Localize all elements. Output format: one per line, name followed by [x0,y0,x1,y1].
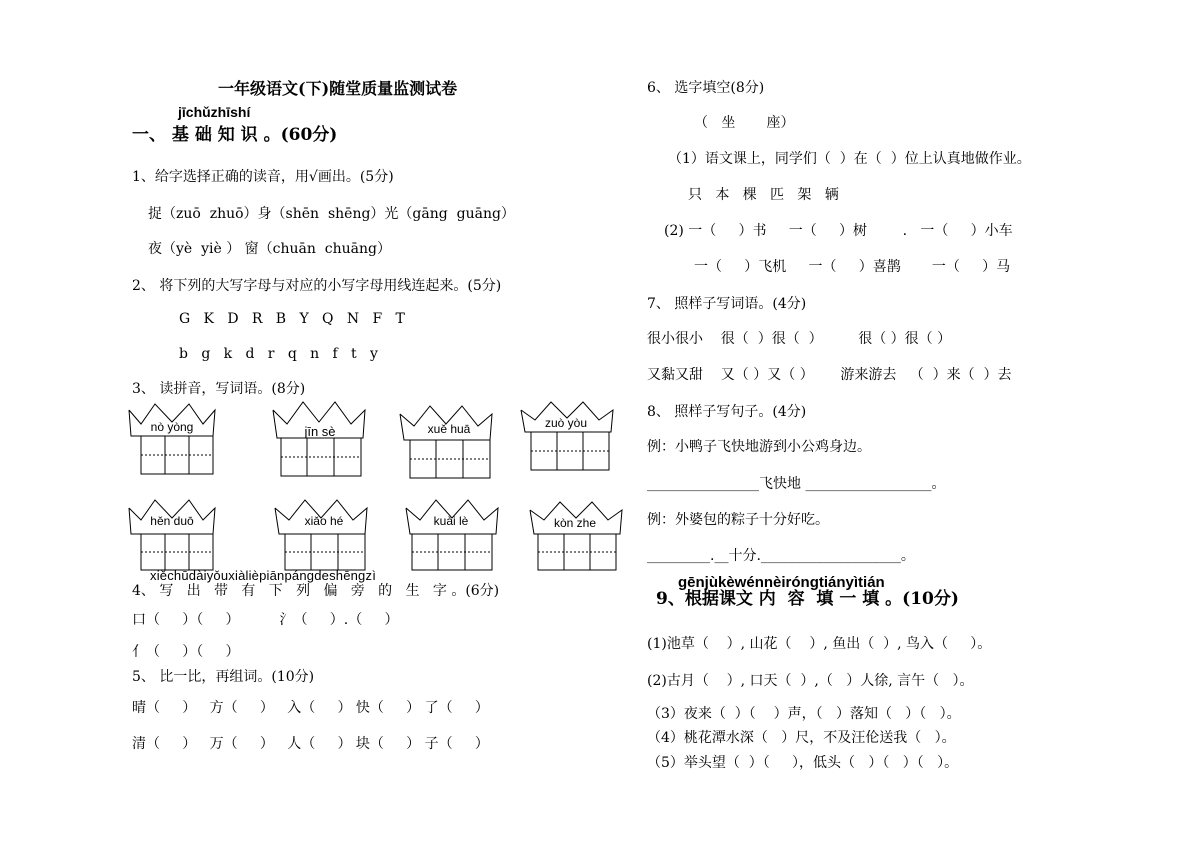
pinyin-label: xiǎo hé [304,514,344,528]
q4-line-2: 亻（ ）（ ） [132,644,240,660]
page-title: 一年级语文(下)随堂质量监测试卷 [218,79,458,98]
pinyin-label: xuě huā [427,422,471,436]
q2-uppercase: G K D R B Y Q N F T [179,311,405,327]
crown-box-4 [519,398,609,478]
q6-line-3: 一（ ）飞机 一（ ）喜鹊 一（ ）马 [694,259,1011,275]
q8-title: 8、 照样子写句子。(4分) [647,404,807,420]
q9-line-5: （5）举头望（ ）（ ），低头（ ）（ ）（ ）。 [647,755,959,771]
q5-line-1: 晴（ ） 方（ ） 入（ ） 快（ ） 了（ ） [132,700,489,716]
q4-pinyin: xiěchūdàiyǒuxiàlièpiānpángdeshēngzì [150,568,377,583]
q5-title: 5、 比一比，再组词。(10分) [132,669,315,685]
pinyin-label: zuò yòu [544,416,588,430]
q6-line-1: （1）语文课上，同学们（ ）在（ ）位上认真地做作业。 [668,151,1031,167]
q4-line-1: 口（ ）（ ） 氵（ ）.（ ） [132,612,399,628]
q3-title: 3、 读拼音，写词语。(8分) [132,381,306,397]
q7-line-1: 很小很小 很（ ）很（ ） 很（ ）很（ ） [647,331,952,347]
q9-line-2: (2)古月（ ）, 口天（ ）,（ ）人徐, 言午（ ）。 [647,673,974,689]
crown-box-7 [404,494,494,574]
pinyin-label: hěn duō [150,514,194,528]
pinyin-label: jīn sè [304,424,336,439]
q6-title: 6、 选字填空(8分) [647,80,765,96]
pinyin-label: kòn zhe [553,516,597,530]
q9-line-1: (1)池草（ ）, 山花（ ）, 鱼出（ ）, 鸟入（ ）。 [647,636,992,652]
crown-box-2 [271,398,361,478]
q9-line-3: （3）夜来（ ）（ ）声，（ ）落知（ ）（ ）。 [647,706,961,722]
q2-lowercase: b g k d r q n f t y [179,346,378,362]
crown-box-5 [127,494,217,574]
q8-example-1: 例：小鸭子飞快地游到小公鸡身边。 [647,439,871,455]
q9-pinyin: gēnjùkèwénnèiróngtiányìtián [678,574,885,591]
crown-box-8 [528,498,618,578]
q4-title: 4、 写 出 带 有 下 列 偏 旁 的 生 字 。(6分) [132,583,500,599]
pinyin-label: kuài lè [433,514,469,528]
part1-title: 一、 基 础 知 识 。(60分) [132,125,338,145]
q9-line-4: （4）桃花潭水深（ ）尺，不及汪伦送我（ ）。 [647,730,956,746]
q7-title: 7、 照样子写词语。(4分) [647,296,807,312]
q6-choices: （ 坐 座） [694,115,795,131]
crown-box-6 [273,494,363,574]
crown-box-1 [127,398,217,478]
q6-line-2: (2) 一（ ）书 一（ ）树 . 一（ ）小车 [664,223,1013,239]
crown-box-3 [398,402,488,482]
q1-title: 1、给字选择正确的读音，用√画出。(5分) [132,169,394,185]
q1-line-1: 捉（zuō zhuō）身（shēn shēng）光（gāng guāng） [148,206,515,222]
q5-line-2: 清（ ） 万（ ） 人（ ） 块（ ） 子（ ） [132,736,489,752]
q8-example-2: 例：外婆包的粽子十分好吃。 [647,512,829,528]
q1-line-2: 夜（yè yiè ） 窗（chuān chuāng） [148,241,392,257]
q6-measure-words: 只 本 棵 匹 架 辆 [688,187,839,203]
q7-line-2: 又黏又甜 又（ ）又（ ） 游来游去 （ ）来（ ）去 [647,367,1012,383]
q8-line-1: ________________飞快地 __________________。 [647,476,946,492]
part1-pinyin: jīchǔzhīshí [178,104,251,120]
pinyin-label: nò yòng [150,420,194,434]
q9-title: 9、根据课文 内 容 填 一 填 。(10分) [656,589,959,609]
q2-title: 2、 将下列的大写字母与对应的小写字母用线连起来。(5分) [132,278,502,294]
q8-line-2: _________.__十分.____________________。 [647,548,915,564]
